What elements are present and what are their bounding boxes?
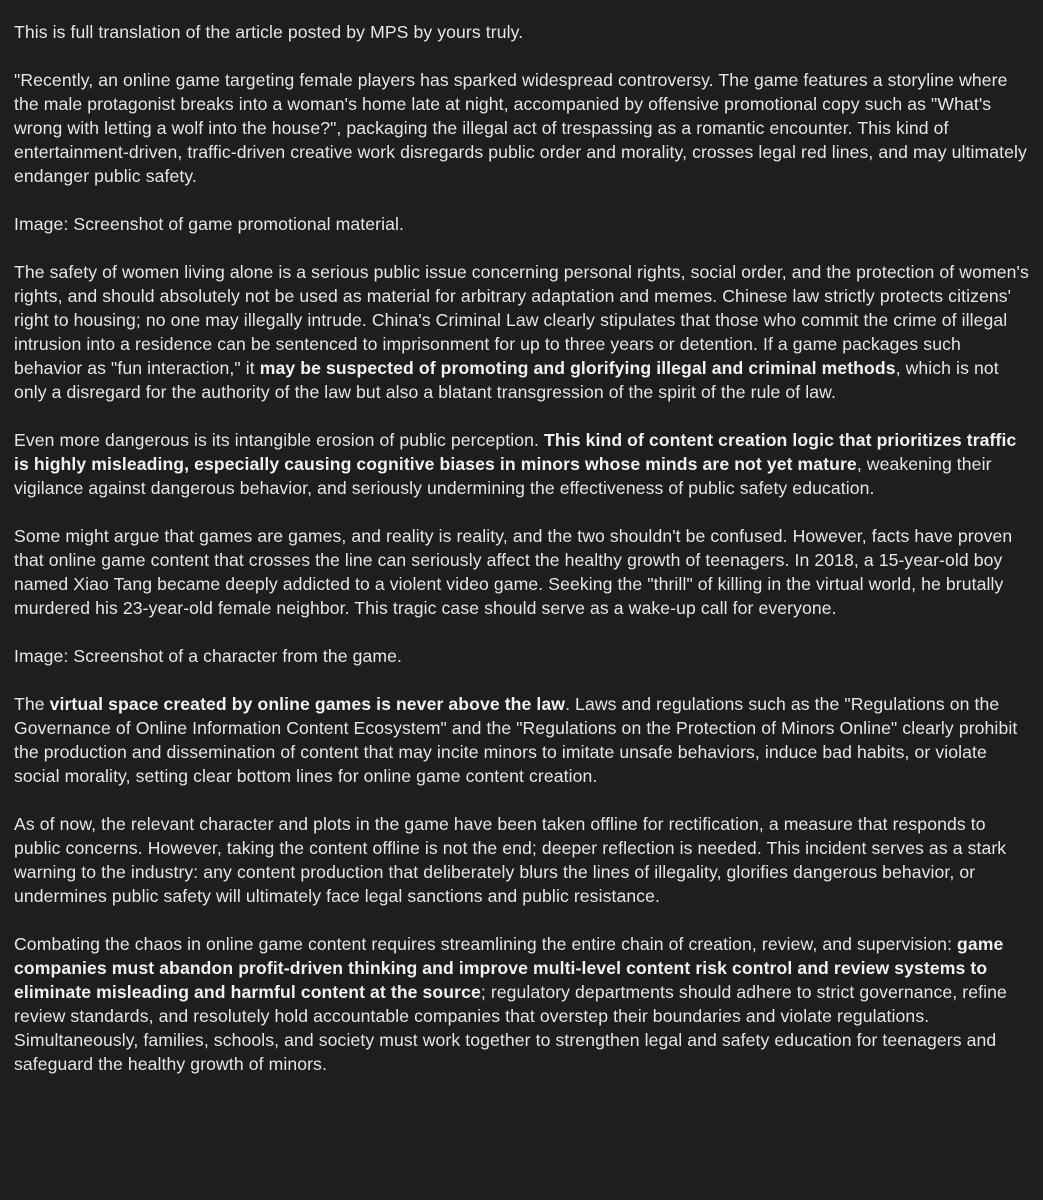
- paragraph-controversy: [14, 68, 1029, 188]
- text-segment: Combating the chaos in online game content requires streamlining the entire chain of creation, review, and supervision:: [14, 934, 958, 954]
- bold-emphasis: game companies must abandon profit-driven thinking and improve multi-level content risk control and review systems to eliminate misleading and harmful content at the source: [14, 934, 1004, 1002]
- image-caption-character: [14, 644, 1029, 668]
- bold-emphasis: This kind of content creation logic that prioritizes traffic is highly misleading, especially causing cognitive biases in minors whose minds are not yet mature: [14, 430, 1017, 474]
- text-segment: , which is not only a disregard for the authority of the law but also a blatant transgression of the spirit of the rule of law.: [14, 358, 999, 402]
- paragraph-rectification: [14, 812, 1029, 908]
- paragraph-public-perception: [14, 428, 1029, 500]
- text-segment: Even more dangerous is its intangible erosion of public perception.: [14, 430, 545, 450]
- bold-emphasis: virtual space created by online games is never above the law: [49, 694, 566, 714]
- text-segment: As of now, the relevant character and plots in the game have been taken offline for rectification, a measure that responds to public concerns. However, taking the content offline is not the end; deeper reflection is needed. This incident serves as a stark warning to the industry: any content production that deliberately blurs the lines of illegality, glorifies dangerous behavior, or undermines public safety will ultimately face legal sanctions and public resistance.: [14, 814, 1007, 906]
- paragraph-combating-chaos: [14, 932, 1029, 1076]
- text-segment: The safety of women living alone is a serious public issue concerning personal rights, social order, and the protection of women's rights, and should absolutely not be used as material for arbitrary adaptation and memes. Chinese law strictly protects citizens' right to housing; no one may illegally intrude. China's Criminal Law clearly stipulates that those who commit the crime of illegal intrusion into a residence can be sentenced to imprisonment for up to three years or detention. If a game packages such behavior as "fun interaction," it: [14, 262, 1029, 378]
- text-segment: "Recently, an online game targeting female players has sparked widespread controversy. The game features a storyline where the male protagonist breaks into a woman's home late at night, accompanied by offensive promotional copy such as "What's wrong with letting a wolf into the house?", packaging the illegal act of trespassing as a romantic encounter. This kind of entertainment-driven, traffic-driven creative work disregards public order and morality, crosses legal red lines, and may ultimately endanger public safety.: [14, 70, 1027, 186]
- text-segment: ; regulatory departments should adhere to strict governance, refine review standards, and resolutely hold accountable companies that overstep their boundaries and violate regulations. Simultaneously, families, schools, and society must work together to strengthen legal and safety education for teenagers and safeguard the healthy growth of minors.: [14, 982, 1007, 1074]
- text-segment: This is full translation of the article posted by MPS by yours truly.: [14, 22, 524, 42]
- bold-emphasis: may be suspected of promoting and glorifying illegal and criminal methods: [259, 358, 896, 378]
- text-segment: The: [14, 694, 50, 714]
- text-segment: Some might argue that games are games, and reality is reality, and the two shouldn't be confused. However, facts have proven that online game content that crosses the line can seriously affect the healthy growth of teenagers. In 2018, a 15-year-old boy named Xiao Tang became deeply addicted to a violent video game. Seeking the "thrill" of killing in the virtual world, he brutally murdered his 23-year-old female neighbor. This tragic case should serve as a wake-up call for everyone.: [14, 526, 1013, 618]
- text-segment: Image: Screenshot of game promotional material.: [14, 214, 405, 234]
- paragraph-regulations: [14, 692, 1029, 788]
- paragraph-women-safety: [14, 260, 1029, 404]
- intro-paragraph: [14, 20, 1029, 44]
- image-caption-promotional: [14, 212, 1029, 236]
- paragraph-games-reality: [14, 524, 1029, 620]
- text-segment: Image: Screenshot of a character from the game.: [14, 646, 403, 666]
- text-segment: , weakening their vigilance against dangerous behavior, and seriously undermining the effectiveness of public safety education.: [14, 454, 992, 498]
- text-segment: . Laws and regulations such as the "Regulations on the Governance of Online Information Content Ecosystem" and the "Regulations on the Protection of Minors Online" clearly prohibit the production and dissemination of content that may incite minors to imitate unsafe behaviors, induce bad habits, or violate social morality, setting clear bottom lines for online game content creation.: [14, 694, 1018, 786]
